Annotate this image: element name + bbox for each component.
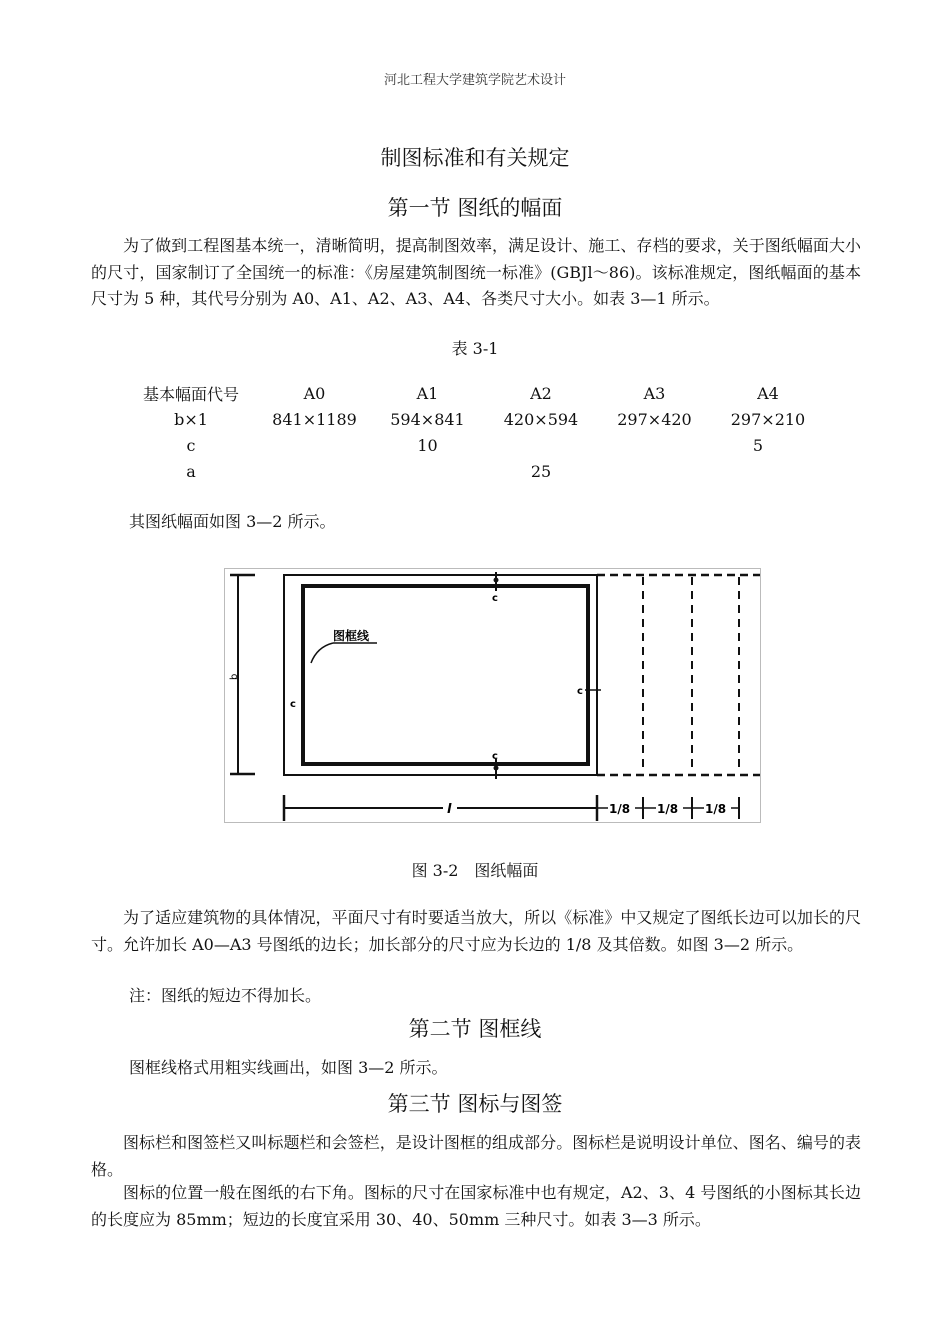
section2-paragraph: 图框线格式用粗实线画出，如图 3—2 所示。 (129, 1058, 448, 1077)
table-col-a4: A4 (757, 383, 779, 403)
section1-paragraph: 为了做到工程图基本统一，清晰简明，提高制图效率，满足设计、施工、存档的要求，关于图纸幅面大小的尺寸，国家制订了全国统一的标准：《房屋建筑制图统一标准》(GBJl～86)。该标准规定，图纸幅面的基本尺寸为 5 种，其代号分别为 A0、A1、A2、A3、A4、各类尺寸大小。如表 3—1 所示。 (91, 236, 861, 308)
section1-title: 第一节 图纸的幅面 (387, 196, 563, 220)
table-cell: 297×420 (617, 409, 692, 429)
c-label-left: c (290, 699, 296, 710)
paper-format-figure (224, 568, 761, 823)
table-col-a1: A1 (416, 383, 439, 403)
section1-paragraph-2: 为了适应建筑物的具体情况，平面尺寸有时要适当放大，所以《标准》中又规定了图纸长边可以加长的尺寸。允许加长 A0—A3 号图纸的边长；加长部分的尺寸应为长边的 1/8 及其倍数。如图 3—2 所示。 (91, 908, 861, 954)
dimension-b-label: b (229, 673, 240, 680)
leader-curve (311, 643, 333, 663)
c-label-right: c (577, 686, 583, 697)
c-label-top: c (492, 593, 498, 604)
main-title: 制图标准和有关规定 (380, 146, 570, 170)
table-cell: 10 (417, 435, 438, 455)
c-label-bottom: c (492, 751, 498, 762)
table-row (120, 458, 821, 484)
paper-format-diagram (225, 569, 760, 822)
section3-paragraph-2: 图标的位置一般在图纸的右下角。图标的尺寸在国家标准中也有规定，A2、3、4 号图纸的小图标其长边的长度应为 85mm；短边的长度宜采用 30、40、50mm 三种尺寸。如表 3—3 所示。 (91, 1183, 861, 1229)
table-row (120, 432, 821, 458)
dimension-l-label: l (447, 802, 452, 817)
table-cell: 297×210 (730, 409, 806, 429)
table-a-label: a (186, 461, 196, 481)
section3-title: 第三节 图标与图签 (387, 1092, 563, 1116)
section2-title: 第二节 图框线 (408, 1017, 542, 1041)
table-bxl-label: b×1 (174, 409, 208, 429)
table-cell: 420×594 (503, 409, 579, 429)
table-row-header: 基本幅面代号 (142, 384, 239, 404)
ext-label-3: 1/8 (705, 802, 727, 816)
figure-reference: 其图纸幅面如图 3—2 所示。 (129, 512, 336, 531)
c-mark-top-dot (494, 578, 499, 583)
table-c-label: c (186, 435, 196, 455)
table-cell: 841×1189 (272, 409, 357, 429)
table-cell: 25 (530, 461, 552, 481)
paper-size-table (120, 380, 821, 484)
table-col-a3: A3 (643, 383, 666, 403)
page-header: 河北工程大学建筑学院艺术设计 (383, 73, 566, 88)
frame-line (303, 586, 588, 764)
figure-caption: 图 3-2 图纸幅面 (411, 861, 539, 880)
section3-paragraph-1: 图标栏和图签栏又叫标题栏和会签栏，是设计图框的组成部分。图标栏是说明设计单位、图名、编号的表格。 (91, 1133, 861, 1179)
c-mark-bottom-dot (494, 766, 499, 771)
ext-label-1: 1/8 (609, 802, 631, 816)
table-cell: 594×841 (390, 409, 465, 429)
table-row (120, 380, 821, 406)
table-cell: 5 (752, 435, 763, 455)
frame-line-label: 图框线 (333, 629, 370, 643)
ext-label-2: 1/8 (657, 802, 679, 816)
table-caption: 表 3-1 (451, 339, 499, 358)
table-row (120, 406, 821, 432)
table-col-a2: A2 (530, 383, 552, 403)
note-text: 注：图纸的短边不得加长。 (129, 986, 322, 1005)
sheet-border (284, 575, 597, 775)
table-col-a0: A0 (303, 383, 326, 403)
